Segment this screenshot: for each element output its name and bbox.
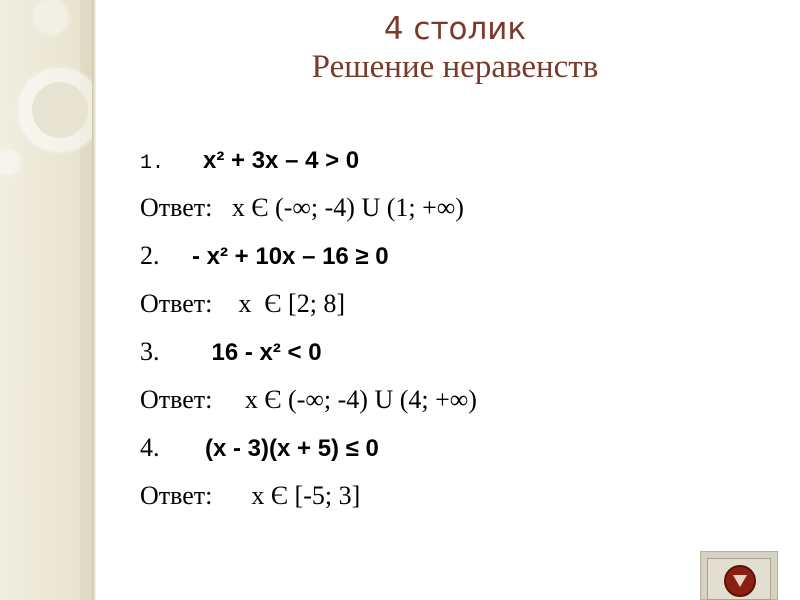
problem-row bbox=[140, 232, 780, 280]
answer-value: х Є [-5; 3] bbox=[251, 481, 361, 510]
left-decoration-band bbox=[0, 0, 95, 600]
chevron-down-icon[interactable] bbox=[724, 565, 756, 597]
answer-label: Ответ: bbox=[140, 385, 213, 414]
problem-number: 4. bbox=[140, 433, 160, 462]
problem-expression: (х - 3)(х + 5) ≤ 0 bbox=[205, 435, 379, 462]
problem-expression: 16 - х² < 0 bbox=[211, 339, 322, 366]
problem-row bbox=[140, 136, 780, 184]
decoration-ring bbox=[18, 68, 102, 152]
left-divider bbox=[92, 0, 96, 600]
answer-row bbox=[140, 376, 780, 424]
answer-value: х Є (-∞; -4) U (1; +∞) bbox=[231, 193, 464, 222]
title-line-2: Решение неравенств bbox=[311, 49, 599, 85]
decoration-circle bbox=[34, 0, 68, 34]
answer-row bbox=[140, 280, 780, 328]
answer-label: Ответ: bbox=[140, 193, 213, 222]
problem-expression: - х² + 10х – 16 ≥ 0 bbox=[192, 243, 389, 270]
answer-value: х Є (-∞; -4) U (4; +∞) bbox=[244, 385, 477, 414]
problem-expression: х² + 3х – 4 > 0 bbox=[203, 147, 360, 174]
problem-row bbox=[140, 424, 780, 472]
answer-row bbox=[140, 472, 780, 520]
inequalities-list bbox=[140, 136, 780, 520]
problem-number: 3. bbox=[140, 337, 160, 366]
problem-number: 1. bbox=[140, 152, 165, 175]
answer-value: х Є [2; 8] bbox=[238, 289, 346, 318]
answer-label: Ответ: bbox=[140, 481, 213, 510]
answer-label: Ответ: bbox=[140, 289, 213, 318]
problem-row bbox=[140, 328, 780, 376]
title-line-1: 4 столик bbox=[383, 11, 527, 47]
slide-title bbox=[230, 10, 680, 86]
answer-row bbox=[140, 184, 780, 232]
next-slide-button[interactable] bbox=[700, 551, 778, 600]
next-slide-button-face[interactable] bbox=[707, 558, 771, 600]
problem-number: 2. bbox=[140, 241, 160, 270]
